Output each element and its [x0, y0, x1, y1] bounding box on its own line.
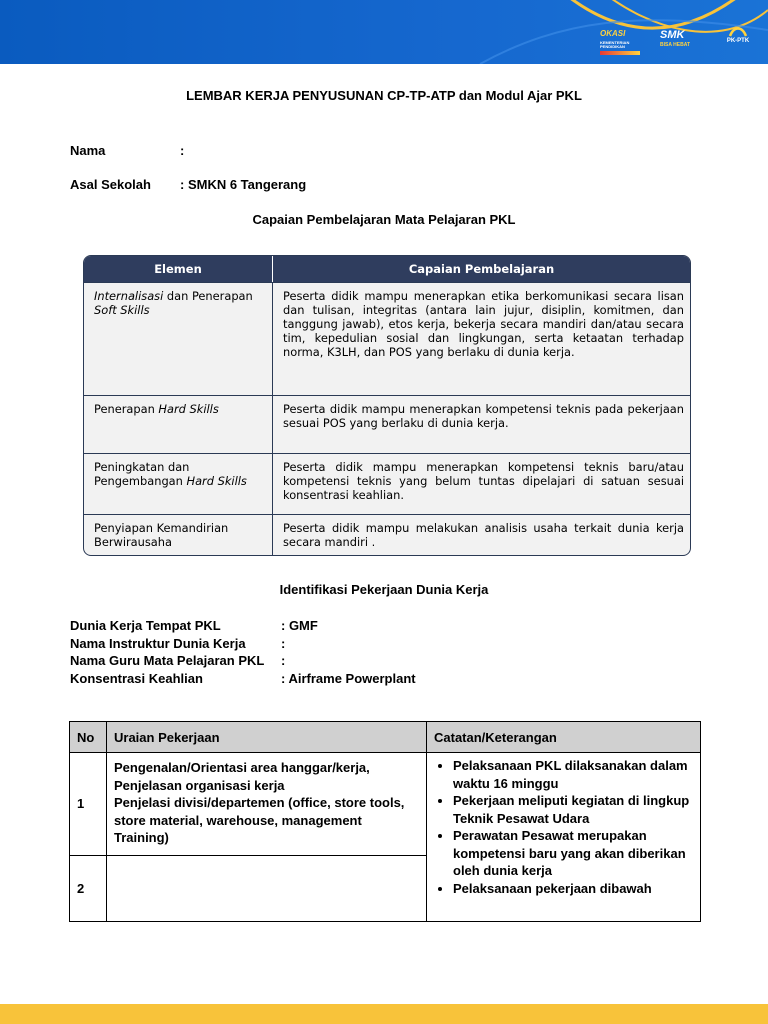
capaian-pembelajaran-table [83, 255, 691, 556]
field-label: Asal Sekolah [70, 177, 151, 192]
table-row [84, 453, 690, 514]
field-label: Nama Guru Mata Pelajaran PKL [70, 653, 265, 668]
elemen-text: Peningkatan dan Pengembangan [94, 460, 190, 488]
column-header-capaian: Capaian Pembelajaran [273, 256, 690, 282]
capaian-cell: Peserta didik mampu melakukan analisis usaha terkait dunia kerja secara mandiri . [273, 514, 690, 555]
list-item: • Pelaksanaan PKL dilaksanakan dalam waktu 16 minggu [453, 757, 696, 792]
uraian-line: Penjelasan organisasi kerja [114, 777, 285, 793]
uraian-cell [107, 856, 427, 922]
cp-section-title: Capaian Pembelajaran Mata Pelajaran PKL [252, 212, 516, 227]
page-title: LEMBAR KERJA PENYUSUNAN CP-TP-ATP dan Modul Ajar PKL [186, 88, 582, 103]
field-value: : SMKN 6 Tangerang [180, 177, 307, 192]
field-guru [70, 652, 416, 670]
smk-bisa-hebat-logo: SMK BISA HEBAT [660, 29, 690, 48]
field-label: Konsentrasi Keahlian [70, 670, 203, 686]
capaian-cell: Peserta didik mampu menerapkan kompetensi teknis pada pekerjaan sesuai POS yang berlaku di dunia kerja. [273, 395, 690, 453]
column-header-no: No [70, 722, 107, 753]
elemen-text: Penyiapan Kemandirian Berwirausaha [94, 521, 229, 549]
list-item: • Pekerjaan meliputi kegiatan di lingkup Teknik Pesawat Udara [453, 792, 696, 827]
table-header-row [70, 722, 701, 753]
identifikasi-section-title: Identifikasi Pekerjaan Dunia Kerja [279, 582, 489, 597]
footer-band [0, 1004, 768, 1024]
uraian-cell [107, 753, 427, 856]
elemen-text: Hard Skills [158, 402, 219, 416]
field-instruktur [70, 635, 416, 653]
elemen-text: Penerapan [191, 289, 253, 303]
row-number: 2 [70, 856, 107, 922]
elemen-text: Hard Skills [186, 474, 247, 488]
capaian-cell: Peserta didik mampu menerapkan etika berkomunikasi secara lisan dan tulisan, integritas (antara lain jujur, disiplin, komitmen, dan tanggung jawab), etos kerja, bekerja secara mandiri dan/atau secara tim, kepedulian sosial dan lingkungan, serta ketaatan terhadap norma, K3LH, dan POS yang berlaku di dunia kerja. [273, 282, 690, 395]
field-value: : Airframe Powerplant [281, 670, 416, 686]
column-header-elemen: Elemen [84, 256, 273, 282]
elemen-cell [84, 514, 273, 555]
elemen-text: Penerapan [94, 402, 159, 416]
catatan-cell [427, 753, 701, 922]
field-nama [70, 143, 184, 158]
table-header-row [84, 256, 690, 282]
field-value: : GMF [281, 618, 318, 633]
table-row [70, 753, 701, 856]
elemen-text: Internalisasi [94, 289, 164, 303]
header-band [0, 0, 768, 64]
uraian-line: Penjelasi divisi/departemen (office, store tools, store material, warehouse, management Training) [114, 795, 405, 845]
field-value: : [281, 635, 286, 651]
field-value: : [180, 143, 185, 158]
field-asal-sekolah [70, 177, 306, 192]
table-row [84, 282, 690, 395]
field-dunia-kerja [70, 617, 416, 635]
list-item: • Pelaksanaan pekerjaan dibawah [453, 880, 696, 898]
uraian-pekerjaan-table [69, 721, 701, 922]
column-header-catatan: Catatan/Keterangan [427, 722, 701, 753]
field-konsentrasi [70, 670, 416, 688]
catatan-list [427, 757, 696, 897]
row-number: 1 [70, 753, 107, 856]
field-label: Dunia Kerja Tempat PKL [70, 618, 221, 633]
field-value: : [281, 653, 286, 668]
list-item: • Perawatan Pesawat merupakan kompetensi baru yang akan diberikan oleh dunia kerja [453, 827, 696, 880]
table-row [84, 514, 690, 555]
elemen-text: dan [163, 289, 192, 303]
elemen-cell [84, 453, 273, 514]
logo-group [588, 0, 768, 64]
vokasi-logo: OKASI KEMENTERIAN PENDIDIKAN [600, 24, 642, 50]
elemen-cell [84, 395, 273, 453]
field-label: Nama [70, 143, 106, 158]
identifikasi-fields [70, 617, 416, 687]
pk-ptk-emblem-icon [728, 24, 748, 38]
pk-ptk-logo: PK-PTK [716, 26, 760, 56]
table-row [84, 395, 690, 453]
elemen-cell [84, 282, 273, 395]
capaian-cell: Peserta didik mampu menerapkan kompetensi teknis baru/atau kompetensi teknis yang belum tuntas dipelajari di satuan sesuai konsentrasi keahlian. [273, 453, 690, 514]
column-header-uraian: Uraian Pekerjaan [107, 722, 427, 753]
uraian-line: Pengenalan/Orientasi area hanggar/kerja, [114, 760, 370, 775]
elemen-text: Soft Skills [94, 303, 150, 317]
field-label: Nama Instruktur Dunia Kerja [70, 635, 246, 651]
